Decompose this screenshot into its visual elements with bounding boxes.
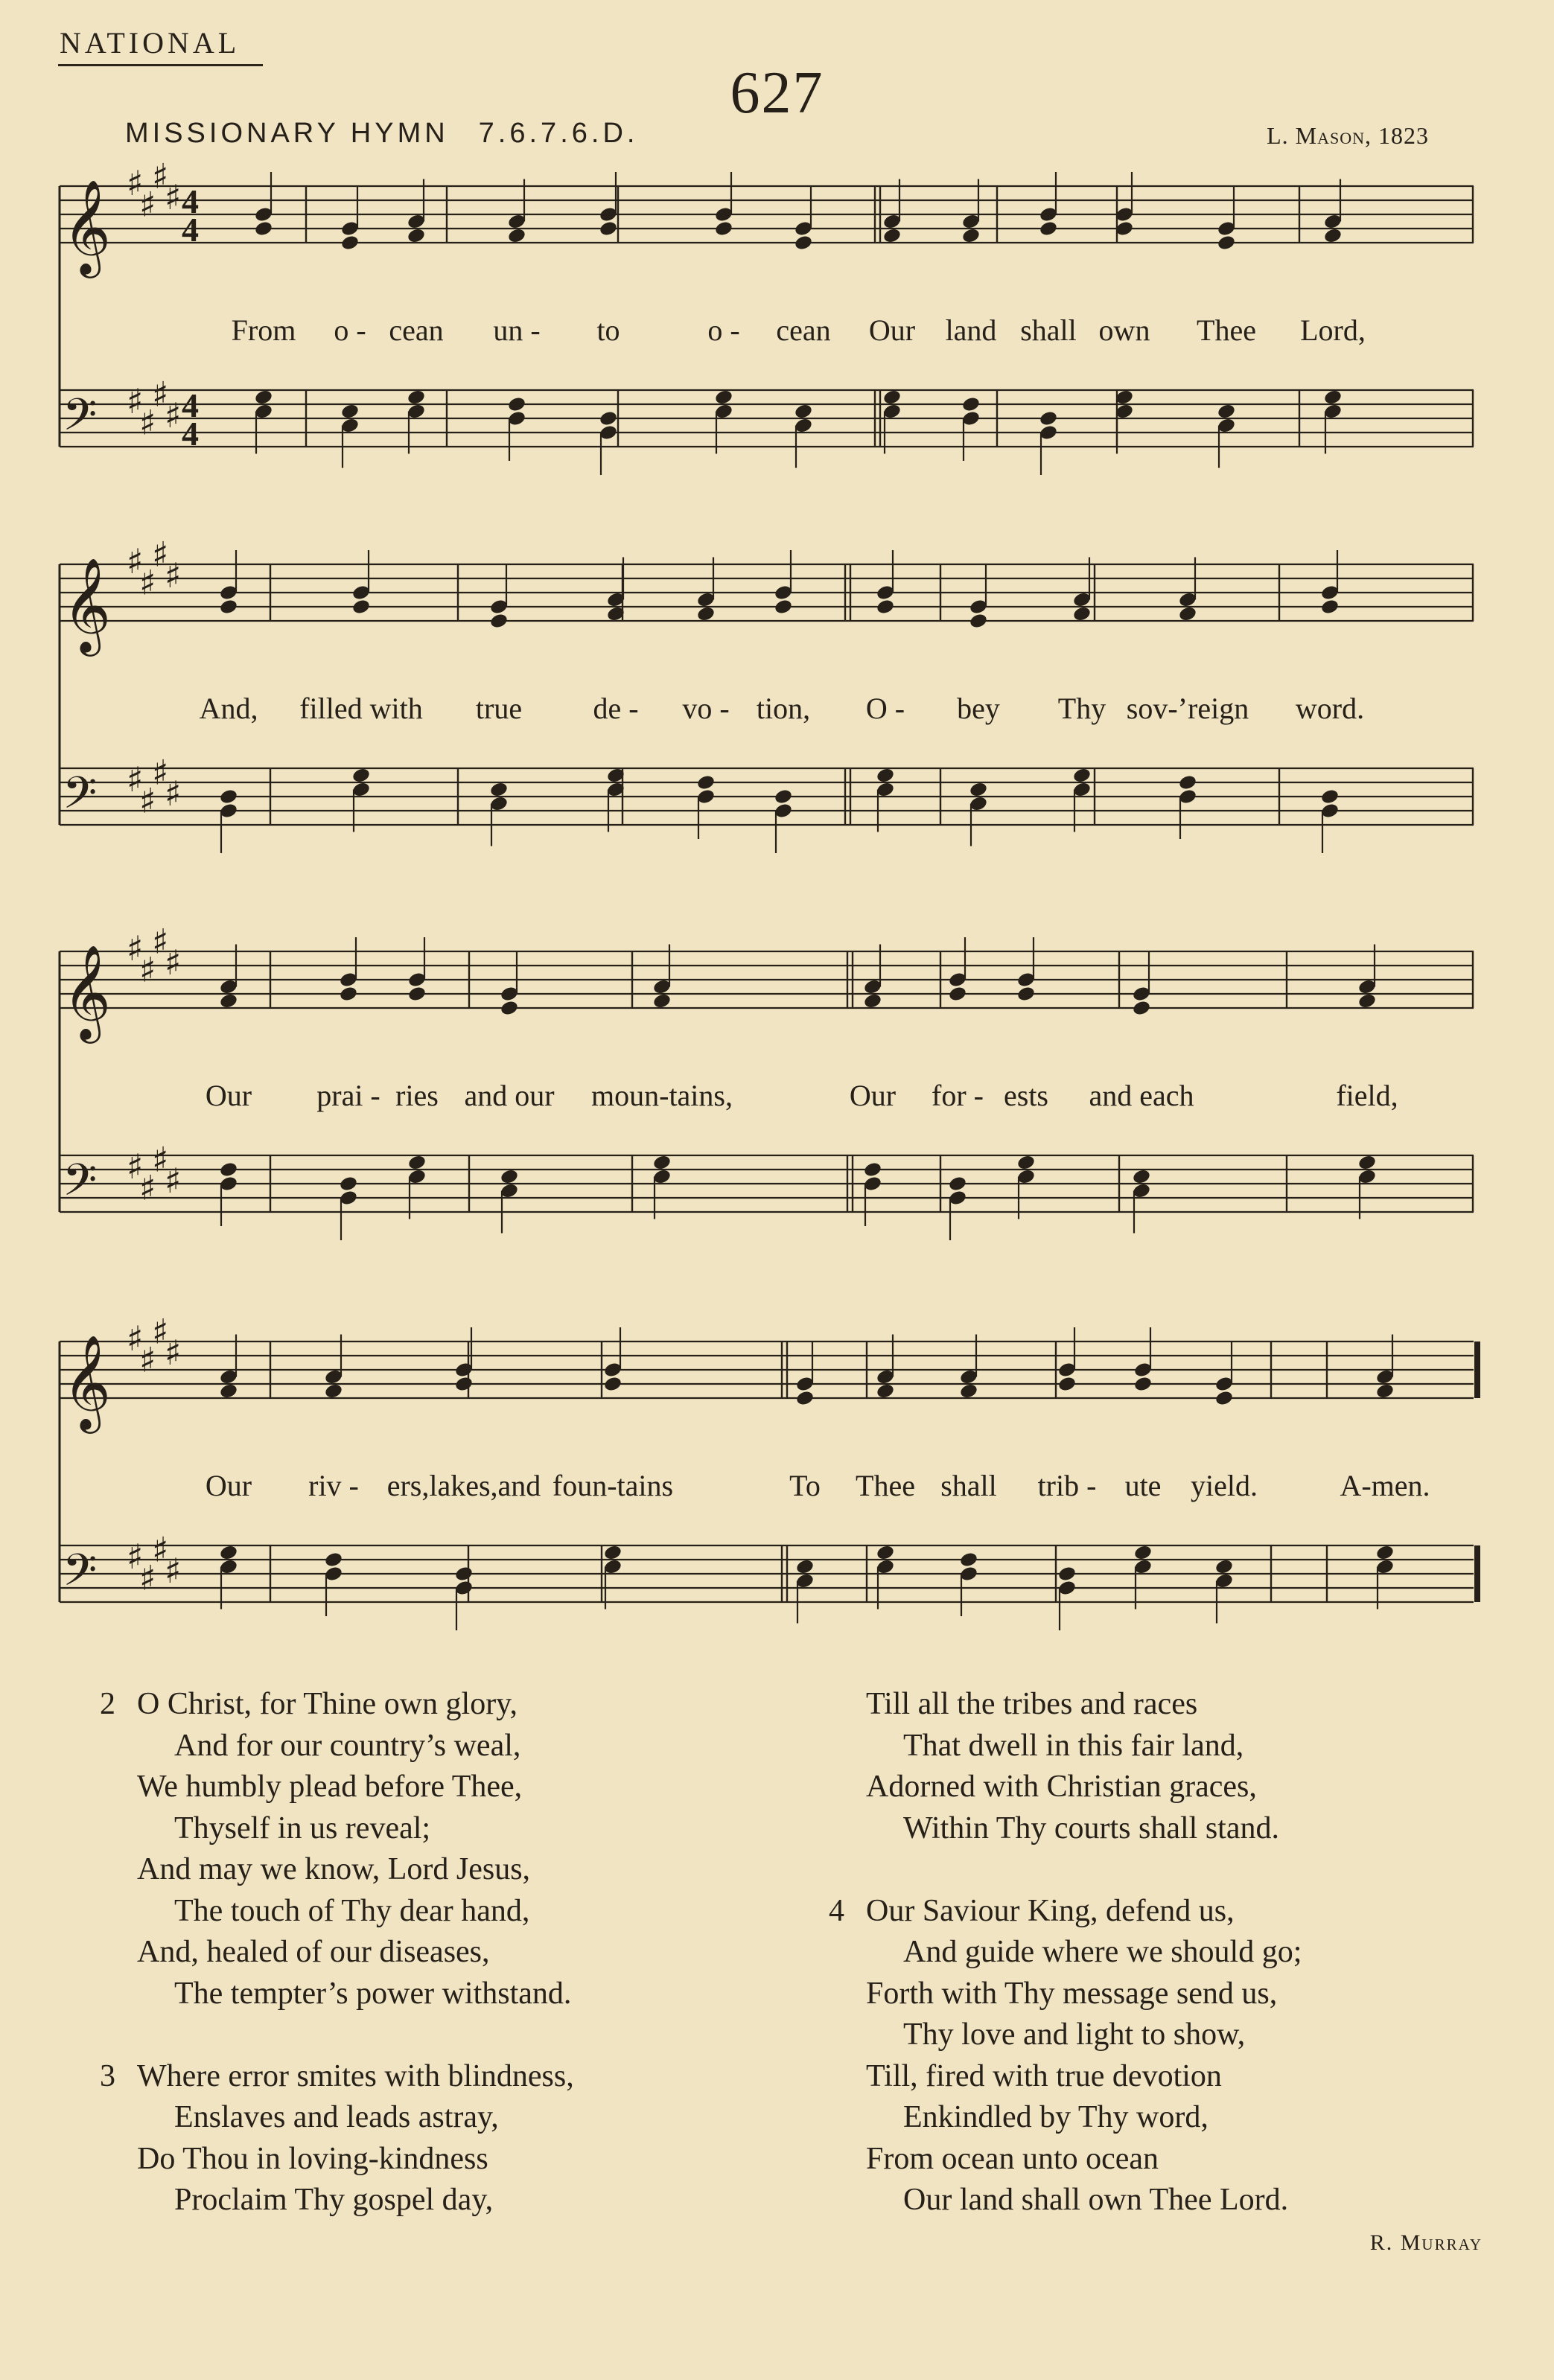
lyric-syllable: de - (593, 692, 639, 725)
notehead (882, 389, 902, 406)
lyric-syllable: bey (957, 692, 1000, 725)
lyric-syllable: To (789, 1469, 821, 1502)
time-signature-digit: 4 (182, 211, 199, 249)
notehead (454, 1565, 474, 1582)
lyric-syllable: o - (334, 313, 366, 347)
verse-line: The touch of Thy dear hand, (174, 1893, 530, 1928)
verse-line: Our land shall own Thee Lord. (903, 2183, 1289, 2217)
notehead (1375, 1382, 1395, 1400)
notehead (1132, 999, 1151, 1016)
notehead (324, 1551, 343, 1568)
notehead (407, 985, 427, 1002)
tune-heading (125, 118, 638, 150)
lyric-syllable: cean (389, 313, 444, 347)
notehead (774, 788, 793, 805)
system-2 (54, 534, 1480, 847)
notehead (1072, 605, 1092, 622)
bass-clef-icon: 𝄢 (63, 1544, 98, 1607)
notes (219, 937, 1377, 1240)
time-signature-digit: 4 (182, 182, 199, 220)
notehead (454, 1375, 474, 1392)
score-graphic (54, 1311, 1480, 1624)
notehead (1214, 1558, 1234, 1575)
notehead (795, 1558, 815, 1575)
sharp-sign: ♯ (127, 1146, 144, 1187)
verse-line: And, healed of our diseases, (137, 1935, 490, 1969)
verse-line: And guide where we should go; (903, 1935, 1302, 1969)
verse-line: Enkindled by Thy word, (903, 2100, 1209, 2134)
lyric-syllable: o - (707, 313, 740, 347)
verse-column-right (830, 1684, 1302, 2262)
sharp-sign: ♯ (152, 1529, 169, 1570)
sharp-sign: ♯ (127, 541, 144, 581)
stanza-2 (101, 1684, 574, 2014)
verse-number: 2 (100, 1687, 115, 1721)
treble-staff (60, 1341, 1474, 1398)
sharp-sign: ♯ (165, 1551, 182, 1591)
sharp-sign: ♯ (127, 163, 144, 203)
notehead (407, 1154, 427, 1171)
verse-line: Where error smites with blindness, (137, 2058, 574, 2093)
verse-line: Adorned with Christian graces, (866, 1770, 1257, 1804)
sharp-sign: ♯ (152, 1311, 169, 1352)
lyric-syllable: Thee (856, 1469, 915, 1502)
lyric-syllable: un - (493, 313, 541, 347)
sharp-sign: ♯ (139, 184, 156, 225)
notehead (407, 389, 426, 406)
lyric-syllable: ries (395, 1079, 439, 1112)
treble-staff (60, 564, 1474, 621)
notehead (603, 1544, 622, 1561)
sharp-sign: ♯ (152, 921, 169, 962)
notehead (219, 992, 238, 1009)
sharp-sign: ♯ (127, 1318, 144, 1359)
lyric-syllable: Our (849, 1079, 897, 1112)
treble-clef-icon: 𝄞 (63, 179, 112, 274)
sharp-sign: ♯ (139, 562, 156, 603)
notehead (1217, 234, 1236, 251)
lyric-syllable: moun-tains, (591, 1079, 733, 1112)
sharp-sign: ♯ (127, 759, 144, 800)
lyric-syllable: and each (1089, 1079, 1194, 1112)
notehead (795, 1389, 815, 1406)
notehead (876, 767, 895, 784)
verse-line: Forth with Thy message send us, (866, 1976, 1278, 2011)
lyric-syllable: Thy (1057, 692, 1106, 725)
notehead (1320, 788, 1340, 805)
notehead (1320, 598, 1340, 615)
sharp-sign: ♯ (139, 1167, 156, 1208)
lyric-syllable: shall (940, 1469, 997, 1502)
sharp-sign: ♯ (165, 942, 182, 983)
stanza-3 (101, 2056, 574, 2221)
stanza-4 (830, 1891, 1302, 2221)
notehead (254, 389, 273, 406)
lyric-syllable: yield. (1191, 1469, 1258, 1502)
lyric-syllable: ests (1004, 1079, 1048, 1112)
time-signature-digit: 4 (182, 415, 199, 453)
notehead (876, 598, 895, 615)
notehead (1178, 773, 1197, 791)
bass-staff (60, 390, 1474, 447)
verse-line: O Christ, for Thine own glory, (137, 1687, 518, 1721)
author-credit: R. Murray (1369, 2230, 1483, 2255)
lyric-syllable: Thee (1197, 313, 1256, 347)
sharp-sign: ♯ (139, 1557, 156, 1598)
treble-clef-icon: 𝄞 (63, 944, 112, 1039)
lyric-syllable: riv - (308, 1469, 359, 1502)
tune-meter: 7.6.7.6.D. (478, 118, 639, 149)
lyric-syllable: From (231, 313, 296, 347)
sharp-sign: ♯ (152, 1139, 169, 1180)
sharp-sign: ♯ (165, 177, 182, 217)
verse-number: 3 (100, 2058, 115, 2093)
lyric-syllable: word. (1295, 692, 1365, 725)
notehead (794, 403, 813, 420)
notehead (339, 1175, 358, 1192)
notehead (489, 612, 509, 629)
sharp-sign: ♯ (165, 773, 182, 814)
lyric-syllable: prai - (316, 1079, 380, 1112)
lyric-syllable: O - (865, 692, 905, 725)
lyric-syllable: foun-tains (552, 1469, 674, 1502)
notehead (1323, 227, 1343, 244)
lyric-syllable: Our (205, 1469, 252, 1502)
notehead (863, 1161, 882, 1178)
lyric-syllable: shall (1020, 313, 1077, 347)
bass-staff (60, 1545, 1474, 1602)
notehead (500, 1168, 519, 1185)
notehead (1016, 1154, 1036, 1171)
hymn-number: 627 (730, 60, 824, 126)
verse-line: Till, fired with true devotion (866, 2058, 1222, 2093)
notehead (948, 1175, 967, 1192)
notehead (969, 781, 988, 798)
lyric-syllable: filled with (299, 692, 423, 725)
bass-clef-icon: 𝄢 (63, 389, 98, 451)
verse-line: That dwell in this fair land, (903, 1728, 1244, 1763)
verse-line: We humbly plead before Thee, (137, 1770, 523, 1804)
notehead (1057, 1375, 1077, 1392)
notehead (774, 598, 793, 615)
verse-line: Do Thou in loving-kindness (137, 2141, 488, 2176)
lyric-syllable: ute (1124, 1469, 1162, 1502)
notehead (219, 1544, 238, 1561)
notehead (961, 227, 981, 244)
verse-line: And for our country’s weal, (174, 1728, 521, 1763)
notehead (1057, 1565, 1077, 1582)
lyric-syllable: and our (464, 1079, 555, 1112)
tune-name: MISSIONARY HYMN (125, 118, 449, 149)
sharp-sign: ♯ (165, 1333, 182, 1373)
notehead (489, 781, 509, 798)
verse-number: 4 (829, 1893, 844, 1928)
notehead (863, 992, 882, 1009)
bass-staff (60, 1155, 1474, 1212)
sharp-sign: ♯ (152, 534, 169, 575)
notehead (1132, 1168, 1151, 1185)
section-label: NATIONAL (60, 26, 241, 60)
notehead (1178, 605, 1197, 622)
notehead (714, 389, 733, 406)
verse-line: The tempter’s power withstand. (174, 1976, 572, 2011)
notehead (351, 767, 371, 784)
sharp-sign: ♯ (152, 374, 169, 415)
notehead (500, 999, 519, 1016)
lyric-syllable: trib - (1037, 1469, 1097, 1502)
sharp-sign: ♯ (127, 1537, 144, 1577)
notehead (794, 234, 813, 251)
lyric-syllable: sov-’reign (1126, 692, 1249, 725)
notehead (969, 612, 988, 629)
notehead (1323, 389, 1343, 406)
notehead (652, 992, 672, 1009)
lyric-syllable: Our (868, 313, 916, 347)
notehead (1357, 992, 1377, 1009)
notehead (1375, 1544, 1395, 1561)
sharp-sign: ♯ (165, 395, 182, 436)
notehead (1133, 1375, 1153, 1392)
verse-line: Within Thy courts shall stand. (903, 1810, 1279, 1845)
notehead (961, 395, 981, 412)
system-1 (54, 156, 1480, 469)
lyric-syllable: vo - (682, 692, 730, 725)
lyric-syllable: field, (1336, 1079, 1398, 1112)
notehead (340, 234, 360, 251)
notehead (1357, 1154, 1377, 1171)
bass-clef-icon: 𝄢 (63, 767, 98, 829)
verse-column-left (101, 1684, 574, 2262)
notehead (959, 1382, 978, 1400)
verse-line: Proclaim Thy gospel day, (174, 2183, 494, 2217)
notehead (652, 1154, 672, 1171)
lyric-syllable: A-men. (1340, 1469, 1430, 1502)
score-graphic (54, 921, 1480, 1234)
notehead (351, 598, 371, 615)
notehead (324, 1382, 343, 1400)
notehead (340, 403, 360, 420)
lyric-syllable: Lord, (1300, 313, 1366, 347)
notehead (603, 1375, 622, 1392)
notehead (1016, 985, 1036, 1002)
verse-line: Enslaves and leads astray, (174, 2100, 499, 2134)
notehead (959, 1551, 978, 1568)
notehead (254, 220, 273, 237)
system-3 (54, 921, 1480, 1234)
notehead (882, 227, 902, 244)
verse-line: From ocean unto ocean (866, 2141, 1159, 2176)
notehead (599, 220, 618, 237)
notehead (599, 409, 618, 427)
notehead (696, 605, 716, 622)
verse-line: Thyself in us reveal; (174, 1810, 431, 1845)
system-4 (54, 1311, 1480, 1624)
lyric-syllable: land (945, 313, 997, 347)
lyric-syllable: to (596, 313, 620, 347)
notehead (714, 220, 733, 237)
notehead (407, 227, 426, 244)
notehead (219, 598, 238, 615)
bass-staff (60, 768, 1474, 825)
notehead (219, 788, 238, 805)
notehead (219, 1161, 238, 1178)
bass-clef-icon: 𝄢 (63, 1154, 98, 1216)
notehead (1133, 1544, 1153, 1561)
notehead (876, 1544, 895, 1561)
lyric-syllable: Our (205, 1079, 252, 1112)
verse-line: And may we know, Lord Jesus, (137, 1852, 531, 1886)
notehead (1217, 403, 1236, 420)
sharp-sign: ♯ (139, 949, 156, 990)
notehead (507, 227, 526, 244)
verse-line: Thy love and light to show, (903, 2017, 1246, 2052)
lyric-syllable: for - (932, 1079, 984, 1112)
sharp-sign: ♯ (127, 928, 144, 969)
notehead (339, 985, 358, 1002)
lyric-syllable: true (475, 692, 523, 725)
notehead (948, 985, 967, 1002)
treble-staff (60, 951, 1474, 1008)
lyric-syllable: cean (776, 313, 831, 347)
sharp-sign: ♯ (152, 156, 169, 197)
composer: L. Mason, 1823 (1267, 122, 1429, 149)
time-signature-digit: 4 (182, 386, 199, 424)
notehead (1039, 220, 1058, 237)
sharp-sign: ♯ (165, 555, 182, 596)
notehead (696, 773, 716, 791)
sharp-sign: ♯ (139, 1339, 156, 1380)
sharp-sign: ♯ (152, 752, 169, 793)
sharp-sign: ♯ (139, 402, 156, 443)
lyric-syllable: And, (199, 692, 258, 725)
notehead (507, 395, 526, 412)
notehead (1214, 1389, 1234, 1406)
notehead (219, 1382, 238, 1400)
sharp-sign: ♯ (165, 1161, 182, 1201)
verse-line: Our Saviour King, defend us, (866, 1893, 1235, 1928)
notehead (1072, 767, 1092, 784)
stanza-3-continued (830, 1684, 1302, 1849)
notehead (876, 1382, 895, 1400)
lyric-syllable: own (1098, 313, 1150, 347)
sharp-sign: ♯ (139, 780, 156, 821)
lyric-syllable: tion, (756, 692, 811, 725)
treble-clef-icon: 𝄞 (63, 557, 112, 652)
notehead (1039, 409, 1058, 427)
lyric-syllable: ers,lakes,and (386, 1469, 541, 1502)
verse-line: Till all the tribes and races (866, 1687, 1198, 1721)
treble-clef-icon: 𝄞 (63, 1334, 112, 1429)
sharp-sign: ♯ (127, 381, 144, 421)
